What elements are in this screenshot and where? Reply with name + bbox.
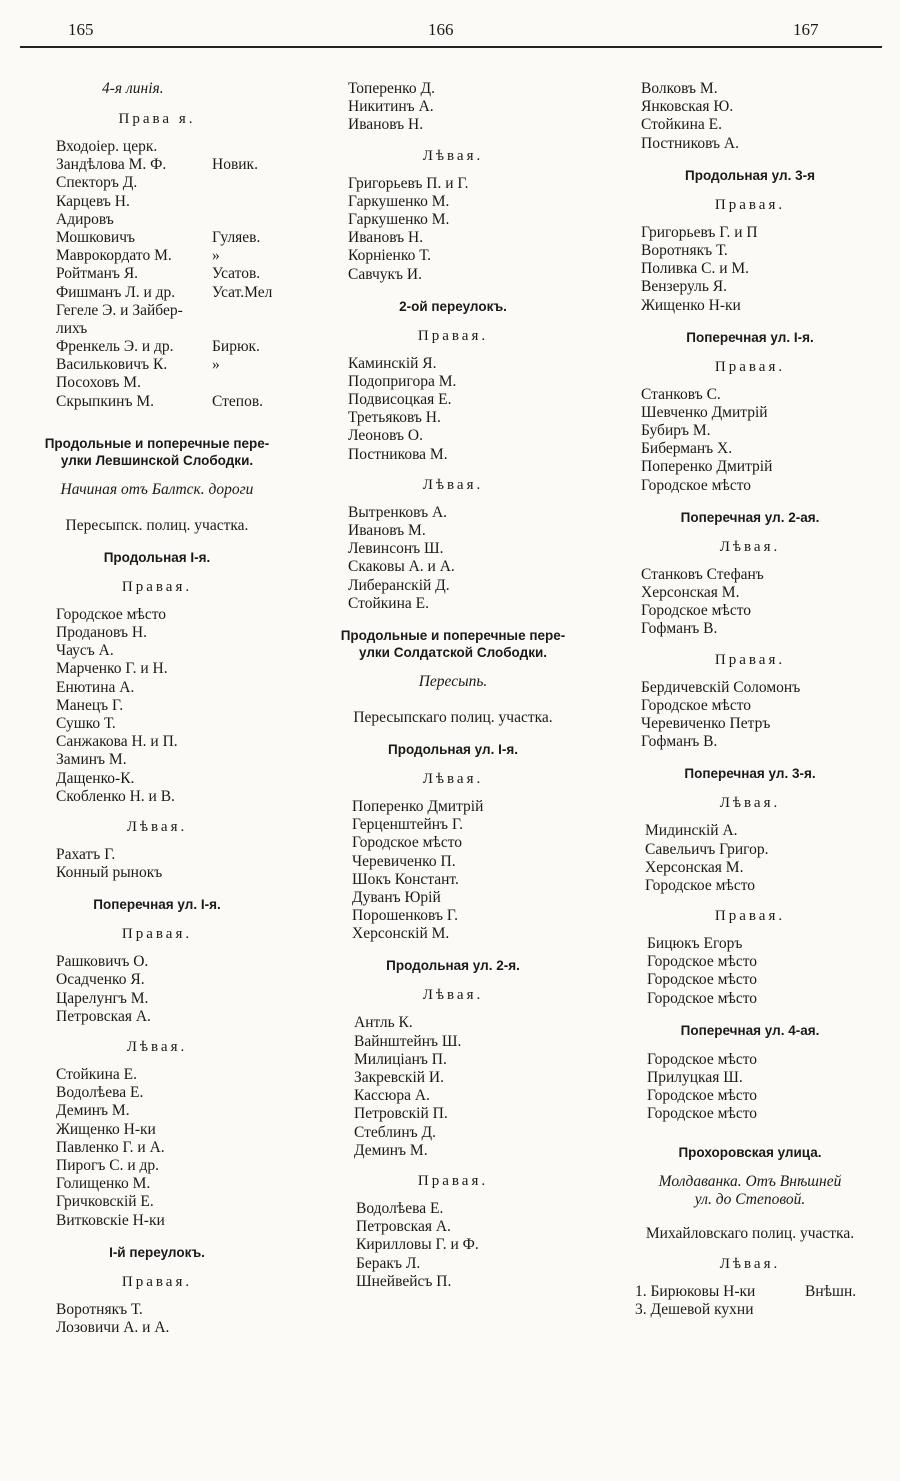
- resident-list: [12, 846, 302, 882]
- resident-entry: Шнейвейсъ П.: [356, 1272, 452, 1290]
- side-heading: Правая.: [417, 327, 489, 344]
- side-heading: Лѣвая.: [126, 818, 188, 835]
- resident-list: [308, 798, 598, 944]
- resident-list: [605, 935, 895, 1008]
- resident-entry: Водолѣева Е.: [56, 1084, 144, 1102]
- resident-entry: Подвисоцкая Е.: [348, 391, 452, 409]
- resident-entry: Постникова М.: [348, 445, 448, 463]
- resident-entry: Рахатъ Г.: [56, 845, 116, 863]
- resident-list: [605, 80, 895, 153]
- resident-entry: [12, 193, 302, 211]
- resident-entry: Манецъ Г.: [56, 696, 124, 714]
- resident-list: [308, 80, 598, 135]
- side-heading: Правая.: [714, 196, 786, 213]
- resident-list: [12, 138, 302, 411]
- resident-entry: Ивановъ Н.: [348, 116, 424, 134]
- resident-entry: [12, 302, 302, 320]
- resident-list: [12, 1066, 302, 1230]
- resident-name: Гегеле Э. и Зайбер-: [56, 301, 183, 319]
- resident-list: [12, 1301, 302, 1337]
- street-heading: Продольная I-я.: [103, 549, 211, 565]
- street-heading: Продольная ул. 3-я: [685, 167, 815, 183]
- side-heading: Лѣвая.: [422, 476, 484, 493]
- resident-note: Бирюк.: [212, 338, 260, 356]
- resident-note: Внѣшн.: [805, 1282, 857, 1300]
- resident-entry: Скобленко Н. и В.: [56, 787, 175, 805]
- page-header: [0, 0, 900, 52]
- resident-entry: Савчукъ И.: [348, 265, 422, 283]
- resident-entry: Ивановъ М.: [348, 522, 426, 539]
- resident-entry: Порошенковъ Г.: [352, 907, 458, 925]
- route-note: Пересыпь.: [418, 672, 488, 690]
- resident-entry: Городское мѣсто: [647, 1087, 758, 1105]
- side-heading: Лѣвая.: [719, 1255, 781, 1272]
- resident-entry: Осадченко Я.: [56, 971, 145, 989]
- side-heading: Правая.: [121, 578, 193, 595]
- resident-note: Новик.: [212, 156, 258, 174]
- resident-entry: Шокъ Констант.: [352, 870, 459, 888]
- resident-name: Зандѣлова М. Ф.: [56, 156, 167, 174]
- resident-entry: Херсонская М.: [641, 584, 740, 601]
- resident-entry: Городское мѣсто: [645, 876, 756, 894]
- resident-entry: Кирилловы Г. и Ф.: [356, 1236, 479, 1254]
- resident-entry: [605, 1301, 895, 1319]
- line-title: 4-я линія.: [102, 80, 164, 97]
- route-note: Начиная отъ Балтск. дороги: [60, 480, 254, 498]
- side-heading: Правая.: [417, 1172, 489, 1189]
- resident-entry: Шевченко Дмитрій: [641, 403, 768, 421]
- street-heading: I-й переулокъ.: [109, 1244, 205, 1260]
- resident-note: Усат.Мел: [212, 283, 273, 301]
- resident-entry: Марченко Г. и Н.: [56, 660, 168, 678]
- page-number-left: 165: [68, 20, 94, 39]
- police-district: Пересыпскаго полиц. участка.: [353, 708, 553, 726]
- section-heading: улки Солдатской Слободки.: [358, 644, 548, 660]
- resident-entry: Воротнякъ Т.: [641, 241, 728, 259]
- resident-entry: Павленко Г. и А.: [56, 1138, 165, 1156]
- resident-entry: Царелунгъ М.: [56, 989, 149, 1007]
- side-heading: Лѣвая.: [719, 538, 781, 555]
- street-heading: Поперечная ул. 2-ая.: [680, 509, 820, 525]
- resident-entry: [12, 174, 302, 192]
- resident-name: Маврокордато М.: [56, 247, 172, 265]
- resident-entry: Городское мѣсто: [647, 989, 758, 1007]
- resident-entry: Рашковичъ О.: [56, 953, 149, 971]
- resident-list: [605, 566, 895, 639]
- resident-entry: Поперенко Дмитрій: [352, 797, 484, 815]
- resident-note: Усатов.: [212, 265, 261, 283]
- resident-entry: Каминскій Я.: [348, 354, 437, 372]
- resident-name: Френкель Э. и др.: [56, 338, 174, 356]
- resident-entry: Жищенко Н-ки: [56, 1120, 156, 1138]
- resident-entry: Савельичъ Григор.: [645, 840, 769, 858]
- resident-list: [308, 1200, 598, 1291]
- header-rule: [20, 46, 882, 48]
- resident-entry: Беракъ Л.: [356, 1254, 421, 1272]
- side-heading: Правая.: [714, 651, 786, 668]
- resident-list: [308, 355, 598, 464]
- resident-entry: Енютина А.: [56, 678, 135, 696]
- page-number-center: 166: [428, 20, 454, 39]
- page-number-right: 167: [793, 20, 819, 39]
- resident-entry: Гаркушенко М.: [348, 192, 450, 210]
- resident-name: Посоховъ М.: [56, 374, 141, 392]
- side-heading: Права я.: [118, 111, 196, 127]
- resident-entry: Заминъ М.: [56, 751, 127, 769]
- resident-entry: Прилуцкая Ш.: [647, 1069, 743, 1086]
- street-heading: Поперечная ул. I-я.: [93, 897, 221, 913]
- resident-note: Гуляев.: [212, 228, 261, 246]
- resident-entry: Городское мѣсто: [56, 605, 167, 623]
- resident-entry: Бердичевскій Соломонъ: [641, 678, 801, 696]
- resident-entry: [12, 156, 302, 174]
- side-heading: Лѣвая.: [422, 147, 484, 164]
- resident-entry: Голищенко М.: [56, 1175, 151, 1193]
- resident-entry: [12, 356, 302, 374]
- resident-entry: Закревскій И.: [354, 1069, 444, 1086]
- resident-entry: Мидинскій А.: [645, 822, 738, 840]
- resident-entry: Дуванъ Юрій: [352, 888, 441, 906]
- resident-entry: Кассюра А.: [354, 1087, 430, 1105]
- resident-entry: [605, 1283, 895, 1301]
- resident-entry: Антль К.: [354, 1014, 413, 1032]
- resident-entry: Дащенко-К.: [56, 769, 135, 787]
- resident-entry: Подопригора М.: [348, 372, 457, 390]
- section-heading: Продольные и поперечные пере-: [340, 627, 566, 643]
- resident-entry: Жищенко Н-ки: [641, 296, 741, 314]
- resident-entry: Ивановъ Н.: [348, 229, 424, 247]
- resident-name: 1. Бирюковы Н-ки: [635, 1282, 756, 1300]
- resident-entry: Григорьевъ Г. и П: [641, 223, 758, 241]
- resident-entry: Гофманъ В.: [641, 620, 718, 638]
- resident-entry: Городское мѣсто: [647, 971, 758, 989]
- resident-entry: Вензеруль Я.: [641, 278, 728, 296]
- resident-entry: Милиціанъ П.: [354, 1050, 447, 1068]
- resident-entry: Станковъ Стефанъ: [641, 565, 764, 583]
- street-heading: Продольная ул. I-я.: [388, 741, 518, 757]
- resident-entry: Бицюкъ Егоръ: [647, 935, 743, 953]
- resident-entry: [12, 393, 302, 411]
- resident-entry: Корніенко Т.: [348, 247, 432, 265]
- resident-name: 3. Дешевой кухни: [635, 1300, 754, 1318]
- resident-entry: Вытренковъ А.: [348, 503, 448, 521]
- street-heading: Поперечная ул. I-я.: [686, 329, 814, 345]
- police-district: Пересыпск. полиц. участка.: [65, 516, 249, 534]
- resident-entry: Стойкина Е.: [56, 1066, 137, 1083]
- side-heading: Правая.: [714, 908, 786, 925]
- resident-entry: [12, 138, 302, 156]
- resident-entry: Гофманъ В.: [641, 733, 718, 751]
- resident-entry: Конный рынокъ: [56, 864, 163, 882]
- resident-entry: Стойкина Е.: [641, 116, 722, 134]
- resident-list: [308, 1014, 598, 1160]
- resident-note: Степов.: [212, 392, 264, 410]
- resident-list: [605, 822, 895, 895]
- resident-entry: Городское мѣсто: [641, 696, 752, 714]
- resident-entry: Стойкина Е.: [348, 594, 429, 612]
- resident-entry: Херсонская М.: [645, 858, 744, 876]
- resident-entry: Деминъ М.: [56, 1102, 130, 1120]
- side-heading: Лѣвая.: [422, 987, 484, 1004]
- resident-entry: Чаусъ А.: [56, 642, 114, 660]
- resident-entry: Левинсонъ Ш.: [348, 540, 444, 558]
- resident-entry: [12, 247, 302, 265]
- resident-entry: [12, 211, 302, 229]
- resident-entry: Городское мѣсто: [647, 1050, 758, 1068]
- resident-name: Спекторъ Д.: [56, 174, 138, 192]
- resident-entry: Постниковъ А.: [641, 134, 739, 152]
- resident-list: [308, 504, 598, 613]
- resident-entry: Херсонскій М.: [352, 925, 450, 943]
- side-heading: Правая.: [121, 1273, 193, 1290]
- resident-entry: Либеранскій Д.: [348, 576, 450, 594]
- street-heading: 2-ой переулокъ.: [399, 298, 507, 314]
- resident-list: [605, 386, 895, 495]
- resident-entry: Волковъ М.: [641, 80, 718, 97]
- resident-entry: Янковская Ю.: [641, 98, 734, 116]
- resident-list: [12, 953, 302, 1026]
- street-heading: Поперечная ул. 4-ая.: [680, 1022, 820, 1038]
- column-right: [605, 80, 895, 1319]
- resident-name: Входоіер. церк.: [56, 138, 158, 155]
- resident-entry: [12, 320, 302, 338]
- resident-entry: Скаковы А. и А.: [348, 558, 455, 576]
- resident-name: Фишманъ Л. и др.: [56, 283, 176, 301]
- resident-entry: Черевиченко П.: [352, 852, 456, 870]
- resident-entry: [12, 338, 302, 356]
- resident-entry: [12, 284, 302, 302]
- side-heading: Правая.: [121, 926, 193, 943]
- resident-entry: Бубиръ М.: [641, 422, 711, 440]
- side-heading: Лѣвая.: [719, 795, 781, 812]
- resident-note: »: [212, 356, 220, 374]
- route-note: ул. до Степовой.: [694, 1190, 806, 1208]
- resident-list: [605, 224, 895, 315]
- street-heading: Поперечная ул. 3-я.: [684, 766, 816, 782]
- resident-entry: Григорьевъ П. и Г.: [348, 174, 469, 192]
- resident-list: [12, 606, 302, 806]
- section-heading: Продольные и поперечные пере-: [44, 435, 270, 451]
- resident-entry: Пирогъ С. и др.: [56, 1156, 160, 1174]
- resident-list: [308, 175, 598, 284]
- resident-entry: Петровская А.: [56, 1007, 151, 1025]
- resident-entry: Леоновъ О.: [348, 427, 423, 445]
- resident-name: Васильковичъ К.: [56, 356, 168, 374]
- resident-entry: Воротнякъ Т.: [56, 1300, 143, 1318]
- side-heading: Лѣвая.: [422, 770, 484, 787]
- resident-entry: Никитинъ А.: [348, 98, 434, 116]
- resident-entry: Поливка С. и М.: [641, 260, 750, 278]
- resident-entry: Городское мѣсто: [641, 476, 752, 494]
- route-note: Молдаванка. Отъ Внѣшней: [658, 1172, 842, 1190]
- column-center: [308, 80, 598, 1291]
- resident-entry: Продановъ Н.: [56, 624, 147, 641]
- resident-entry: Водолѣева Е.: [356, 1199, 444, 1217]
- resident-note: »: [212, 247, 220, 265]
- resident-entry: Городское мѣсто: [647, 953, 758, 971]
- resident-list: [605, 1051, 895, 1124]
- resident-entry: Герценштейнъ Г.: [352, 816, 464, 834]
- resident-name: Адировъ: [56, 210, 114, 228]
- section-heading: улки Левшинской Слободки.: [60, 452, 254, 468]
- resident-entry: Вайнштейнъ Ш.: [354, 1032, 462, 1050]
- column-left: [12, 80, 302, 1337]
- police-district: Михайловскаго полиц. участка.: [645, 1224, 855, 1242]
- resident-entry: Черевиченко Петръ: [641, 714, 771, 732]
- resident-entry: [12, 265, 302, 283]
- resident-name: Карцевъ Н.: [56, 192, 130, 210]
- resident-entry: Петровская А.: [356, 1218, 451, 1236]
- resident-name: лихъ: [56, 319, 88, 337]
- street-heading: Прохоровская улица.: [678, 1144, 822, 1160]
- resident-entry: Топеренко Д.: [348, 80, 435, 97]
- resident-entry: Городское мѣсто: [647, 1105, 758, 1123]
- resident-entry: Деминъ М.: [354, 1141, 428, 1159]
- resident-entry: Городское мѣсто: [352, 834, 463, 852]
- side-heading: Правая.: [714, 358, 786, 375]
- resident-entry: Третьяковъ Н.: [348, 409, 441, 427]
- resident-name: Мошковичъ: [56, 228, 135, 246]
- resident-list: [605, 1283, 895, 1319]
- resident-entry: Поперенко Дмитрій: [641, 458, 773, 476]
- side-heading: Лѣвая.: [126, 1039, 188, 1055]
- resident-entry: Санжакова Н. и П.: [56, 733, 178, 751]
- resident-entry: Станковъ С.: [641, 385, 721, 403]
- resident-name: Ройтманъ Я.: [56, 265, 139, 283]
- resident-entry: Витковскіе Н-ки: [56, 1211, 165, 1229]
- resident-entry: Городское мѣсто: [641, 602, 752, 620]
- resident-entry: Биберманъ Х.: [641, 440, 733, 458]
- resident-name: Скрыпкинъ М.: [56, 392, 154, 410]
- resident-entry: Гаркушенко М.: [348, 210, 450, 228]
- resident-entry: Лозовичи А. и А.: [56, 1318, 170, 1336]
- resident-entry: [12, 229, 302, 247]
- resident-list: [605, 679, 895, 752]
- resident-entry: Петровскій П.: [354, 1105, 448, 1123]
- resident-entry: Сушко Т.: [56, 714, 116, 732]
- resident-entry: [12, 374, 302, 392]
- resident-entry: Стеблинъ Д.: [354, 1123, 436, 1141]
- street-heading: Продольная ул. 2-я.: [386, 958, 520, 974]
- resident-entry: Гричковскій Е.: [56, 1193, 154, 1211]
